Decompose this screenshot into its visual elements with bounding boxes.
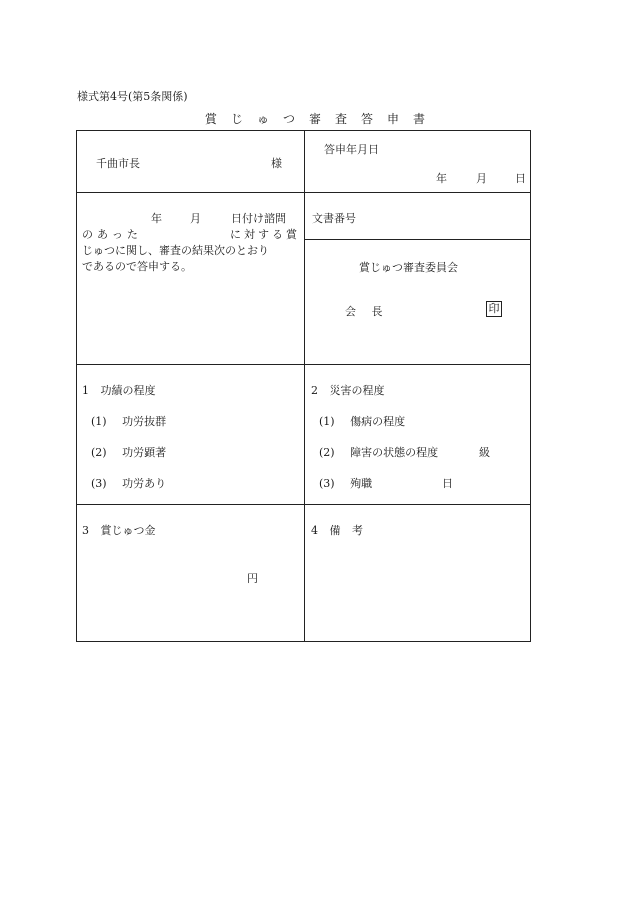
title-char: 答 — [361, 112, 374, 126]
row-divider — [76, 364, 531, 365]
award-heading: 3 賞じゅつ金 — [82, 524, 156, 537]
vertical-divider — [304, 130, 305, 642]
inquiry-line2-start: のあった — [82, 228, 142, 241]
disaster-item: (1) 傷病の程度 — [319, 415, 406, 428]
row-divider — [76, 192, 531, 193]
answer-date-month: 月 — [476, 172, 487, 185]
document-number-label: 文書番号 — [312, 212, 356, 225]
title-char: じ — [230, 112, 243, 126]
merit-item: (2) 功労顕著 — [91, 446, 167, 459]
title-char: 申 — [387, 112, 400, 126]
addressee-honorific: 様 — [271, 157, 282, 170]
title-char: 審 — [308, 112, 321, 126]
disaster-day-unit: 日 — [442, 477, 453, 490]
addressee-name: 千曲市長 — [96, 157, 140, 170]
merit-item: (1) 功労抜群 — [91, 415, 167, 428]
merit-item: (3) 功労あり — [91, 477, 167, 490]
disaster-item: (3) 殉職 — [319, 477, 373, 490]
title-char: 査 — [335, 112, 348, 126]
inquiry-line3: じゅつに関し、審査の結果次のとおり — [82, 244, 269, 257]
committee-name: 賞じゅつ審査委員会 — [359, 261, 458, 274]
form-label: 様式第4号(第5条関係) — [77, 90, 188, 103]
inquiry-year: 年 — [151, 212, 162, 225]
title-char: ゅ — [256, 112, 269, 126]
row-divider — [76, 504, 531, 505]
inquiry-line4: であるので答申する。 — [82, 260, 192, 273]
inquiry-line2-end: に対する賞 — [230, 228, 300, 241]
answer-date-day: 日 — [515, 172, 526, 185]
form-title — [0, 110, 630, 127]
title-char: 書 — [413, 112, 426, 126]
answer-date-year: 年 — [436, 172, 447, 185]
inquiry-date-suffix: 日付け諮問 — [231, 212, 286, 225]
merit-heading: 1 功績の程度 — [82, 384, 156, 397]
title-char: つ — [282, 112, 295, 126]
title-char: 賞 — [204, 112, 217, 126]
remarks-heading: 4 備 考 — [311, 524, 363, 537]
answer-date-label: 答申年月日 — [324, 143, 379, 156]
committee-chair-label: 会 長 — [345, 305, 383, 318]
seal-mark: 印 — [486, 301, 502, 317]
row-divider — [305, 239, 531, 240]
award-unit: 円 — [247, 572, 258, 585]
disaster-item: (2) 障害の状態の程度 — [319, 446, 439, 459]
inquiry-month: 月 — [190, 212, 201, 225]
disaster-grade-unit: 級 — [479, 446, 490, 459]
disaster-heading: 2 災害の程度 — [311, 384, 385, 397]
